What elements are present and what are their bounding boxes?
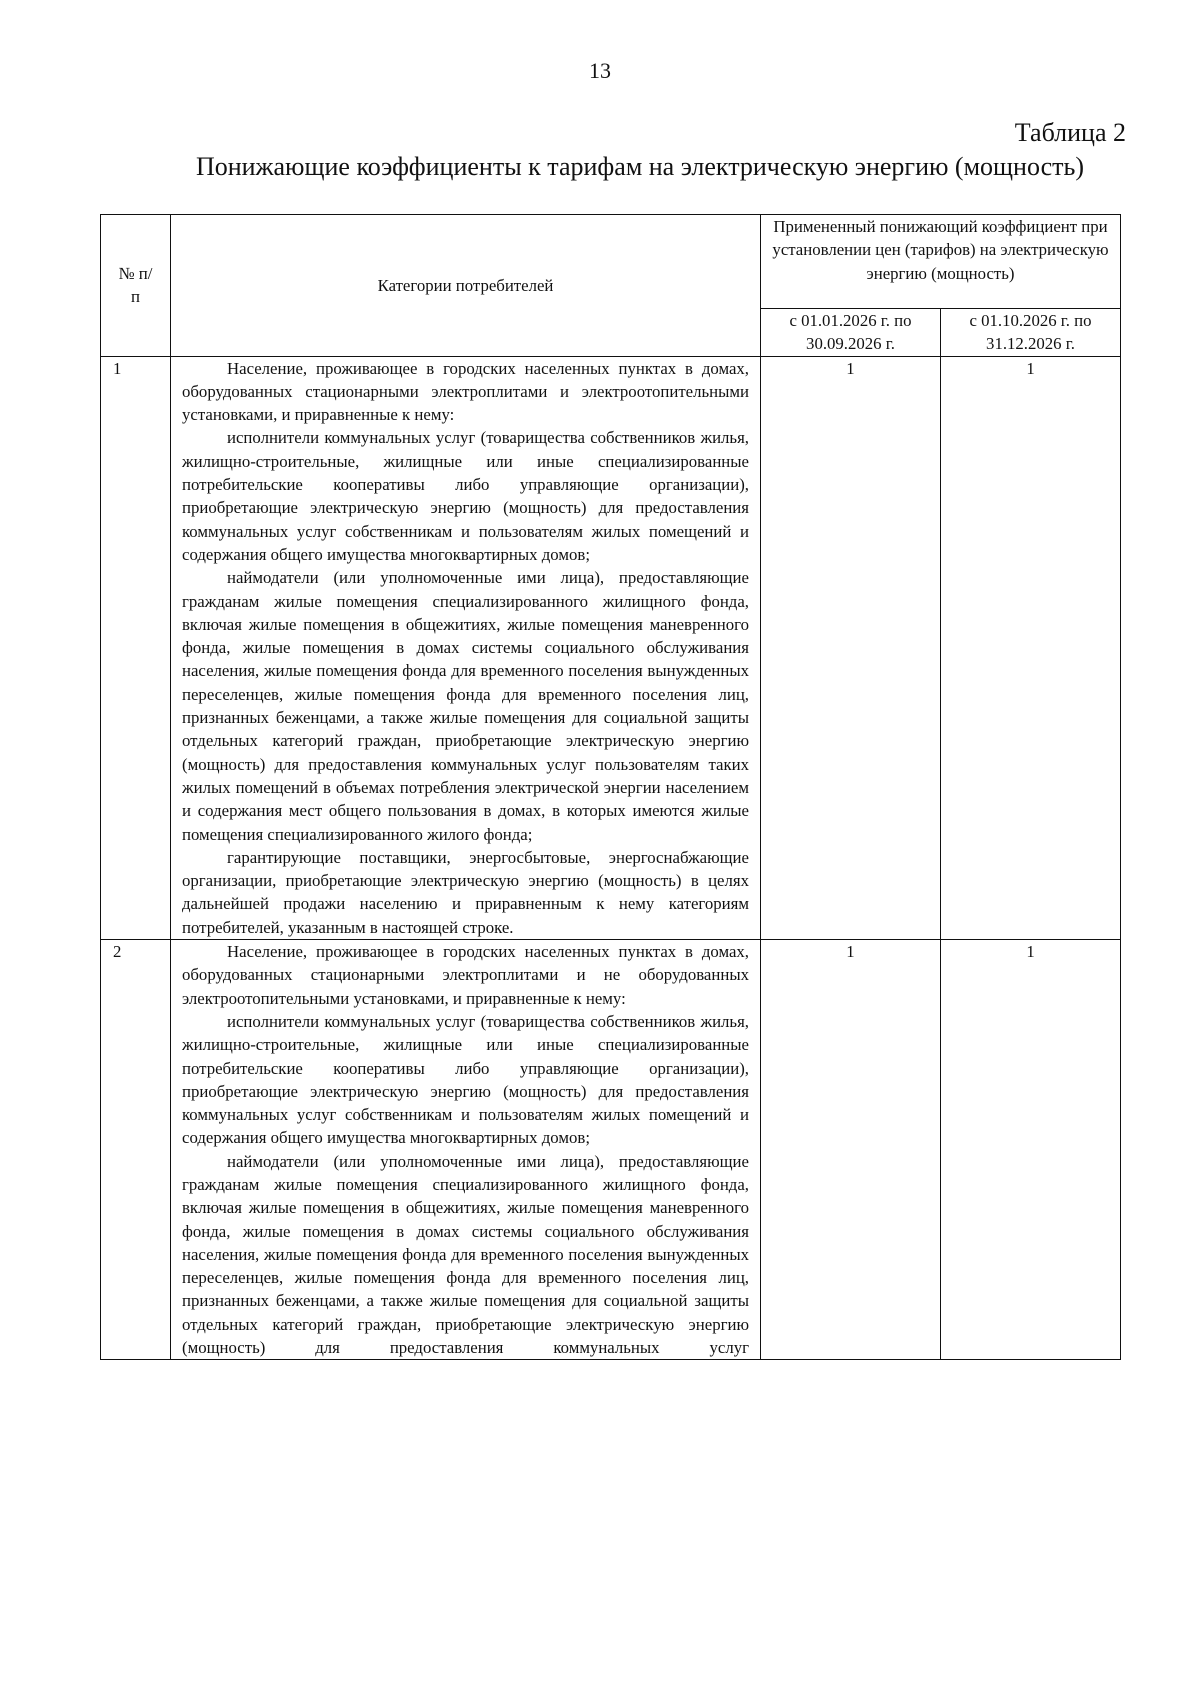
row-paragraph: Население, проживающее в городских населенных пунктах в домах, оборудованных стационарными электроплитами и электроотопительными установками, и приравненные к нему: (182, 358, 749, 425)
row-value-period-2: 1 (941, 940, 1121, 1360)
table-title: Понижающие коэффициенты к тарифам на электрическую энергию (мощность) (195, 152, 1085, 181)
table-label: Таблица 2 (1014, 118, 1126, 147)
row-value-period-2: 1 (941, 356, 1121, 939)
coefficients-table (100, 214, 1121, 1360)
header-category: Категории потребителей (171, 215, 761, 357)
page-number: 13 (589, 58, 611, 83)
row-paragraph: наймодатели (или уполномоченные ими лица), предоставляющие гражданам жилые помещения специализированного жилищного фонда, включая жилые помещения в общежитиях, жилые помещения маневренного фонда, жилые помещения в домах системы социального обслуживания населения, жилые помещения фонда для временного поселения вынужденных переселенцев, жилые помещения фонда для временного поселения лиц, признанных беженцами, а также жилые помещения для социальной защиты отдельных категорий граждан, приобретающие электрическую энергию (мощность) для предоставления коммунальных услуг пользователям таких жилых помещений в объемах потребления электрической энергии населением и содержания мест общего пользования в домах, в которых имеются жилые помещения специализированного жилого фонда; (182, 568, 749, 844)
row-category-text (171, 356, 761, 939)
header-period-2: с 01.10.2026 г. по 31.12.2026 г. (941, 309, 1121, 357)
row-value-period-1: 1 (761, 940, 941, 1360)
header-row (101, 215, 1121, 309)
table-row (101, 356, 1121, 939)
row-number: 1 (101, 356, 171, 939)
row-paragraph: наймодатели (или уполномоченные ими лица), предоставляющие гражданам жилые помещения специализированного жилищного фонда, включая жилые помещения в общежитиях, жилые помещения маневренного фонда, жилые помещения в домах системы социального обслуживания населения, жилые помещения фонда для временного поселения вынужденных переселенцев, жилые помещения фонда для временного поселения лиц, признанных беженцами, а также жилые помещения для социальной защиты отдельных категорий граждан, приобретающие электрическую энергию (мощность) для предоставления коммунальных услуг (182, 1151, 749, 1358)
row-paragraph: исполнители коммунальных услуг (товарищества собственников жилья, жилищно-строительные, жилищные или иные специализированные потребительские кооперативы либо управляющие организации), приобретающие электрическую энергию (мощность) для предоставления коммунальных услуг собственникам и пользователям жилых помещений и содержания общего имущества многоквартирных домов; (182, 1011, 749, 1148)
row-paragraph: гарантирующие поставщики, энергосбытовые, энергоснабжающие организации, приобретающие электрическую энергию (мощность) в целях дальнейшей продажи населению и приравненным к нему категориям потребителей, указанным в настоящей строке. (182, 847, 749, 937)
row-value-period-1: 1 (761, 356, 941, 939)
row-number: 2 (101, 940, 171, 1360)
header-num (101, 215, 171, 357)
header-coefficient: Примененный понижающий коэффициент при установлении цен (тарифов) на электрическую энергию (мощность) (761, 215, 1121, 309)
header-period-1: с 01.01.2026 г. по 30.09.2026 г. (761, 309, 941, 357)
row-paragraph: Население, проживающее в городских населенных пунктах в домах, оборудованных стационарными электроплитами и не оборудованных электроотопительными установками, и приравненные к нему: (182, 942, 749, 1008)
row-category-text (171, 940, 761, 1360)
header-num-text: № п/п (118, 264, 153, 307)
row-paragraph: исполнители коммунальных услуг (товарищества собственников жилья, жилищно-строительные, жилищные или иные специализированные потребительские кооперативы либо управляющие организации), приобретающие электрическую энергию (мощность) для предоставления коммунальных услуг собственникам и пользователям жилых помещений и содержания общего имущества многоквартирных домов; (182, 428, 749, 564)
table-row (101, 940, 1121, 1360)
